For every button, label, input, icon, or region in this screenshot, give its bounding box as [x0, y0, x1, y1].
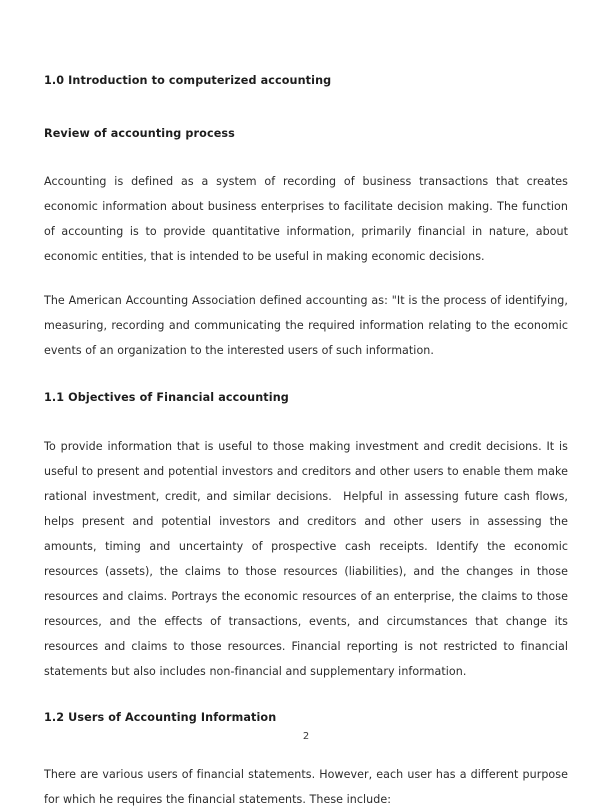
spacer-paragraph-1-to-2	[44, 269, 568, 288]
spacer-heading-1-1-to-paragraph	[44, 410, 568, 434]
page-number-footer: 2	[302, 731, 310, 742]
paragraph-american-accounting-association: The American Accounting Association defined accounting as: "It is the process of identifying, measuring, recording and communicating the required information relating to the economic events of an organization to the interested users of such information.	[44, 294, 572, 357]
heading-introduction-to-computerized-accounting: 1.0 Introduction to computerized accounting	[44, 74, 332, 87]
paragraph-users-intro: There are various users of financial statements. However, each user has a different purpose for which he requires the financial statements. These include:	[44, 768, 572, 806]
top-margin-spacer	[44, 0, 568, 68]
paragraph-accounting-definition: Accounting is defined as a system of recording of business transactions that creates economic information about business enterprises to facilitate decision making. The function of accounting is to provide quantitative information, primarily financial in nature, about economic entities, that is intended to be useful in making economic decisions.	[44, 175, 572, 263]
heading-users-of-accounting-information: 1.2 Users of Accounting Information	[44, 711, 277, 724]
spacer-subheading-to-paragraph	[44, 146, 568, 169]
spacer-paragraph-2-to-heading-1-1	[44, 363, 568, 385]
heading-review-of-accounting-process: Review of accounting process	[44, 127, 235, 140]
heading-objectives-of-financial-accounting: 1.1 Objectives of Financial accounting	[44, 391, 289, 404]
spacer-heading-to-subheading	[44, 93, 568, 121]
spacer-paragraph-3-to-heading-1-2	[44, 684, 568, 705]
page-content	[44, 0, 572, 812]
paragraph-objectives-body: To provide information that is useful to those making investment and credit decisions. It is useful to present and potential investors and creditors and other users to enable them make rational investment, credit, and similar decisions. Helpful in assessing future cash flows, helps present and potential investors and creditors and other users in assessing the amounts, timing and uncertainty of prospective cash receipts. Identify the economic resources (assets), the claims to those resources (liabilities), and the changes in those resources and claims. Portrays the economic resources of an enterprise, the claims to those resources, and the effects of transactions, events, and circumstances that change its resources and claims to those resources. Financial reporting is not restricted to financial statements but also includes non-financial and supplementary information.	[44, 440, 572, 678]
